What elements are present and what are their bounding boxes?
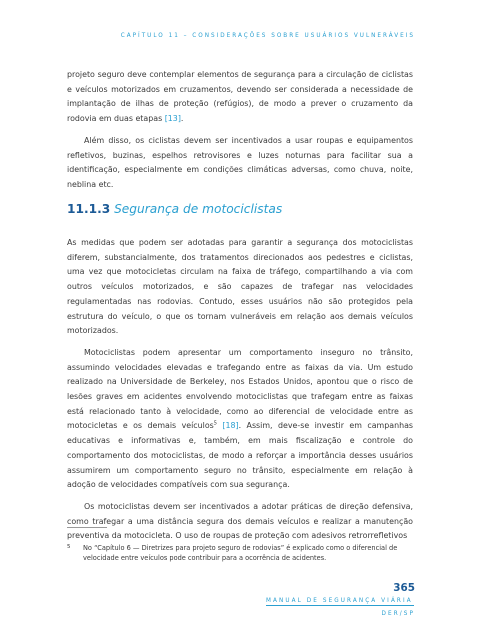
page-number: 365 — [393, 582, 415, 594]
citation-link[interactable]: [18] — [222, 421, 239, 431]
footnote-text: No “Capítulo 6 — Diretrizes para projeto seguro de rodovias” é explicado como o diferencial de velocidade entre veículos pode contribuir para a ocorrência de acidentes. — [83, 544, 398, 562]
paragraph-crossing — [67, 68, 413, 127]
top-text-block — [67, 68, 413, 193]
section-heading — [67, 202, 282, 216]
paragraph-text-end: . — [180, 114, 184, 124]
section-number: 11.1.3 — [67, 202, 111, 216]
footnote-divider — [67, 527, 107, 528]
footer-manual-title: MANUAL DE SEGURANÇA VIÁRIA — [266, 598, 413, 604]
footer-divider — [266, 605, 414, 606]
footer-organization: DER/SP — [381, 611, 415, 617]
paragraph-reflective-equipment: Além disso, os ciclistas devem ser incentivados a usar roupas e equipamentos refletivos, buzinas, espelhos retrovisores e luzes noturnas para facilitar sua a identificação, especialmente em condições climáticas adversas, como chuva, noite, neblina etc. — [67, 135, 413, 189]
chapter-running-header: CAPÍTULO 11 – CONSIDERAÇÕES SOBRE USUÁRIOS VULNERÁVEIS — [120, 33, 415, 39]
footnote-mark: 5 — [67, 544, 71, 550]
paragraph-defensive-driving: Os motociclistas devem ser incentivados a adotar práticas de direção defensiva, como trafegar a uma distância segura dos demais veículos e realizar a manutenção preventiva da motocicleta. O uso de roupas de proteção com adesivos retrorrefletivos — [67, 501, 413, 541]
paragraph-text-end: . Assim, deve-se investir em campanhas educativas e informativas e, também, em mais fiscalização e controle do comportamento dos motociclistas, de modo a reforçar a importância desses usuários assumirem um comportamento seguro no trânsito, especialmente em relação à adoção de velocidades compatíveis com sua segurança. — [67, 421, 414, 490]
paragraph-text: projeto seguro deve contemplar elementos de segurança para a circulação de ciclistas e veículos motorizados em cruzamentos, devendo ser considerada a necessidade de implantação de ilhas de proteção (refúgios), de modo a prever o cruzamento da rodovia em duas etapas — [67, 70, 413, 124]
citation-link[interactable]: [13] — [164, 114, 181, 124]
section-title: Segurança de motociclistas — [114, 202, 283, 216]
footnote-reference[interactable]: 5 — [213, 420, 217, 427]
footnote — [67, 543, 413, 563]
paragraph-text: Motociclistas podem apresentar um comportamento inseguro no trânsito, assumindo velocidades elevadas e trafegando entre as faixas da via. Um estudo realizado na Universidade de Berkeley, nos Estados Unidos, apontou que o risco de lesões graves em acidentes envolvendo motociclistas que trafegam entre as faixas está relacionado tanto à velocidade, como ao diferencial de velocidade entre as motocicletas e os demais veículos — [67, 347, 413, 431]
paragraph-motorcyclist-measures: As medidas que podem ser adotadas para garantir a segurança dos motociclistas diferem, substancialmente, dos tratamentos direcionados aos pedestres e ciclistas, uma vez que motocicletas circulam na faixa de tráfego, compartilhando a via com outros veículos motorizados, e são capazes de trafegar nas velocidades regulamentadas nas rodovias. Contudo, esses usuários não são protegidos pela estrutura do veículo, o que os tornam vulneráveis em relação aos demais veículos motorizados. — [67, 238, 413, 336]
paragraph-unsafe-behavior — [67, 346, 413, 493]
section-text-block — [67, 236, 413, 544]
